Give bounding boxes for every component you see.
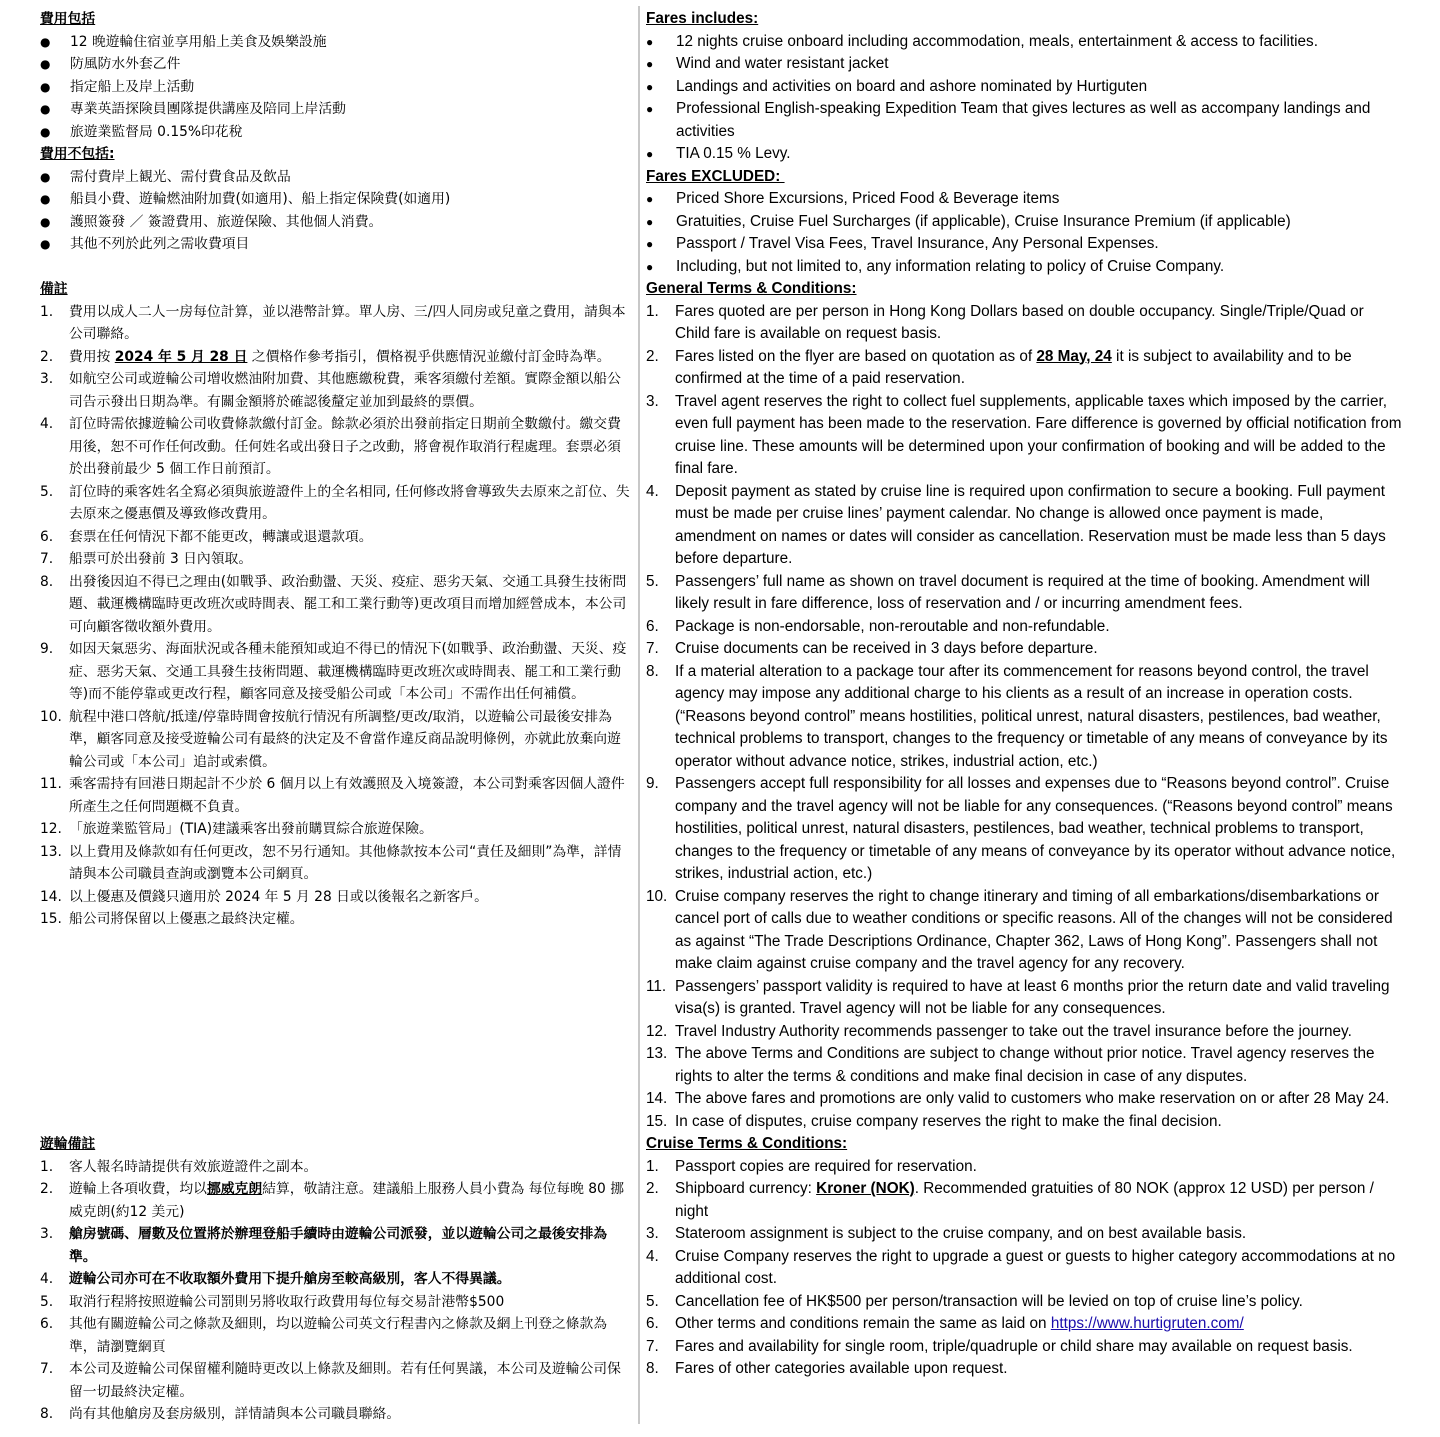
list-item: 3. 如航空公司或遊輪公司增收燃油附加費、其他應繳稅費，乘客須繳付差額。實際金額以船公司告示發出日期為準。有關金額將於確認後釐定並加到最終的票價。 bbox=[40, 371, 621, 410]
list-item: ● 船員小費、遊輪燃油附加費(如適用)、船上指定保険費(如適用) bbox=[40, 188, 632, 211]
list-item: ● 12 晚遊輪住宿並享用船上美食及娛樂設施 bbox=[40, 31, 632, 54]
list-item: 1. Passport copies are required for reservation. bbox=[646, 1157, 977, 1175]
list-item: ● 其他不列於此列之需收費項目 bbox=[40, 233, 632, 256]
list-item: 13. 以上費用及條款如有任何更改，恕不另行通知。其他條款按本公司“責任及細則”為準，詳情請與本公司職員查詢或瀏覽本公司網頁。 bbox=[40, 843, 622, 882]
list-item: 7. Cruise documents can be received in 3 days before departure. bbox=[646, 640, 1098, 657]
list-item: 4. 訂位時需依據遊輪公司收費條款繳付訂金。餘款必須於出發前指定日期前全數繳付。繳交費用後，恕不可作任何改動。任何姓名或出發日子之改動，將會視作取消行程處理。套票必須於出發前最少 5 個工作日前預訂。 bbox=[40, 416, 621, 477]
list-item: 7. 本公司及遊輪公司保留權利隨時更改以上條款及細則。若有任何異議，本公司及遊輪公司保留一切最終決定權。 bbox=[40, 1361, 621, 1400]
list-item: 15. 船公司將保留以上優惠之最終決定權。 bbox=[40, 911, 304, 927]
list-item: 1. 費用以成人二人一房每位計算，並以港幣計算。單人房、三/四人同房或兒童之費用，請與本公司聯絡。 bbox=[40, 303, 626, 342]
list-item: 8. Fares of other categories available upon request. bbox=[646, 1360, 1008, 1377]
list-item: 10. 航程中港口啓航/抵達/停靠時間會按航行情況有所調整/更改/取消，以遊輪公司最後安排為準，顧客同意及接受遊輪公司有最終的決定及不會當作違反商品說明條例，亦就此放棄向遊輪公司或「本公司」追討或索償。 bbox=[40, 708, 621, 770]
cruise-heading-zh: 遊輪備註 bbox=[40, 1136, 96, 1152]
list-item: 10. Cruise company reserves the right to change itinerary and timing of all embarkations/disembarkations or cancel port of calls due to weather conditions or specific reasons. All of the changes will not be considered as against “The Trade Descriptions Ordinance, Chapter 362, Laws of Hong Kong”. Passengers shall not make claim against cruise company and the travel agency for any recovery. bbox=[646, 887, 1393, 972]
list-item: ● Priced Shore Excursions, Priced Food & Beverage items bbox=[646, 188, 1402, 211]
list-item: ● 需付費岸上観光、需付費食品及飲品 bbox=[40, 166, 632, 189]
notes-list-zh bbox=[40, 301, 632, 931]
includes-heading-en: Fares includes: bbox=[646, 10, 759, 27]
list-item: 13. The above Terms and Conditions are subject to change without prior notice. Travel agency reserves the rights to alter the terms & conditions and make final decision in case of any disputes. bbox=[646, 1045, 1375, 1085]
list-item: 14. The above fares and promotions are only valid to customers who make reservation on or after 28 May 24. bbox=[646, 1090, 1390, 1107]
list-item: 7. 船票可於出發前 3 日內領取。 bbox=[40, 551, 253, 567]
list-item: ● 防風防水外套乙件 bbox=[40, 53, 632, 76]
general-heading-en: General Terms & Conditions: bbox=[646, 280, 857, 297]
list-item: 4. Deposit payment as stated by cruise line is required upon confirmation to secure a booking. Full payment must be made per cruise lines’ payment calendar. No change is allowed once payment is made, amendment on names or dates will consider as cancellation. Reservation must be made less than 5 days before departure. bbox=[646, 482, 1386, 567]
list-item: 6. 套票在任何情況下都不能更改，轉讓或退還款項。 bbox=[40, 528, 373, 545]
list-item: 5. 取消行程將按照遊輪公司罰則另將收取行政費用每位每交易計港幣$500 bbox=[40, 1293, 505, 1310]
list-item: 6. Other terms and conditions remain the same as laid on https://www.hurtigruten.com/ bbox=[646, 1315, 1244, 1332]
currency-highlight: Kroner (NOK) bbox=[816, 1180, 915, 1197]
chinese-cruise-notes bbox=[40, 1133, 632, 1426]
notes-heading-zh: 備註 bbox=[40, 281, 68, 297]
list-item: 1. Fares quoted are per person in Hong Kong Dollars based on double occupancy. Single/Triple/Quad or Child fare is available on request basis. bbox=[646, 302, 1364, 342]
list-item: ● 專業英語探険員團隊提供講座及陪同上岸活動 bbox=[40, 98, 632, 121]
list-item: ● 指定船上及岸上活動 bbox=[40, 76, 632, 99]
list-item: ● Wind and water resistant jacket bbox=[646, 53, 1402, 76]
list-item: 1. 客人報名時請提供有效旅遊證件之副本。 bbox=[40, 1158, 318, 1175]
list-item: ● TIA 0.15 % Levy. bbox=[646, 143, 1402, 166]
list-item: 12. Travel Industry Authority recommends passenger to take out the travel insurance before the journey. bbox=[646, 1022, 1352, 1040]
cruise-heading-en: Cruise Terms & Conditions: bbox=[646, 1135, 848, 1152]
list-item: 4. Cruise Company reserves the right to upgrade a guest or guests to higher category accommodations at no additional cost. bbox=[646, 1247, 1396, 1287]
list-item: 11. 乘客需持有回港日期起計不少於 6 個月以上有效護照及入境簽證，本公司對乘客因個人證件所產生之任何問題概不負責。 bbox=[40, 776, 625, 815]
includes-list-en bbox=[646, 31, 1402, 166]
currency-highlight: 挪威克朗 bbox=[206, 1181, 263, 1197]
excluded-heading-en: Fares EXCLUDED: bbox=[646, 167, 785, 185]
list-item: 4. 遊輪公司亦可在不收取額外費用下提升艙房至較高級別，客人不得異議。 bbox=[40, 1271, 511, 1287]
list-item: 8. If a material alteration to a package tour after its commencement for reasons beyond control, the travel agency may impose any additional charge to his clients as a result of an increase in operation costs. (“Reasons beyond control” means hostilities, political unrest, natural disasters, pestilences, bad weather, technical problems to transport, changes to the frequency or timetable of any means of conveyance by its operator without advance notice, strikes, industrial action, etc.) bbox=[646, 662, 1388, 770]
list-item: 14. 以上優惠及價錢只適用於 2024 年 5 月 28 日或以後報名之新客戶。 bbox=[40, 888, 488, 905]
list-item: 8. 尚有其他艙房及套房級別，詳情請與本公司職員聯絡。 bbox=[40, 1406, 401, 1422]
column-divider bbox=[638, 6, 640, 1424]
list-item: ● Professional English-speaking Expedition Team that gives lectures as well as accompany landings and activities bbox=[646, 98, 1402, 143]
list-item: 2. 遊輪上各項收費，均以挪威克朗結算，敬請注意。建議船上服務人員小費為 每位每晚 80 挪威克朗(約12 美元) bbox=[40, 1181, 624, 1220]
list-item: 12. 「旅遊業監管局」(TIA)建議乘客出發前購買綜合旅遊保險。 bbox=[40, 821, 433, 837]
list-item: 9. Passengers accept full responsibility for all losses and expenses due to “Reasons beyond control”. Cruise company and the travel agency will not be liable for any consequences. (“Reasons beyond control” means hostilities, political unrest, natural disasters, pestilences, bad weather, technical problems to transport, changes to the frequency or timetable of any means of conveyance by its operator without advance notice, strikes, industrial action, etc.) bbox=[646, 775, 1396, 882]
list-item: 7. Fares and availability for single room, triple/quadruple or child share may available on request basis. bbox=[646, 1337, 1353, 1355]
hurtigruten-website-link[interactable]: https://www.hurtigruten.com/ bbox=[1050, 1315, 1244, 1332]
list-item: 2. Fares listed on the flyer are based on quotation as of 28 May, 24 it is subject to availability and to be confirmed at the time of a paid reservation. bbox=[646, 347, 1352, 387]
cruise-list-zh bbox=[40, 1156, 632, 1426]
chinese-terms-column bbox=[40, 8, 632, 931]
list-item: 2. Shipboard currency: Kroner (NOK). Recommended gratuities of 80 NOK (approx 12 USD) per person / night bbox=[646, 1180, 1374, 1220]
list-item: 6. 其他有關遊輪公司之條款及細則，均以遊輪公司英文行程書內之條款及網上刊登之條款為準，請瀏覽網頁 bbox=[40, 1316, 608, 1355]
list-item: 5. 訂位時的乘客姓名全寫必須與旅遊證件上的全名相同, 任何修改將會導致失去原來之訂位、失去原來之優惠價及導致修改費用。 bbox=[40, 483, 630, 522]
includes-heading-zh: 費用包括 bbox=[40, 11, 96, 27]
date-highlight: 2024 年 5 月 28 日 bbox=[114, 348, 248, 365]
list-item: 11. Passengers’ passport validity is required to have at least 6 months prior the return date and valid traveling visa(s) is granted. Travel agency will not be liable for any consequences. bbox=[646, 977, 1390, 1017]
list-item: ● Landings and activities on board and ashore nominated by Hurtiguten bbox=[646, 76, 1402, 99]
list-item: 3. Travel agent reserves the right to collect fuel supplements, applicable taxes which imposed by the carrier, even full payment has been made to the reservation. Fare difference is governed by official notification from cruise line. These amounts will be determined upon your confirmation of booking and will be added to the final fare. bbox=[646, 392, 1402, 477]
list-item: ● 旅遊業監督局 0.15%印花稅 bbox=[40, 121, 632, 144]
excludes-list-zh bbox=[40, 166, 632, 256]
includes-list-zh bbox=[40, 31, 632, 144]
cruise-list-en bbox=[646, 1156, 1402, 1381]
list-item: ● Gratuities, Cruise Fuel Surcharges (if applicable), Cruise Insurance Premium (if applicable) bbox=[646, 211, 1402, 234]
date-highlight: 28 May, 24 bbox=[1036, 347, 1112, 365]
list-item: 3. 艙房號碼、層數及位置將於辦理登船手續時由遊輪公司派發，並以遊輪公司之最後安排為準。 bbox=[40, 1226, 608, 1265]
list-item: ● Including, but not limited to, any information relating to policy of Cruise Company. bbox=[646, 256, 1402, 279]
english-terms-column bbox=[646, 8, 1402, 1381]
excluded-list-en bbox=[646, 188, 1402, 278]
list-item: 2. 費用按 2024 年 5 月 28 日 之價格作參考指引，價格視乎供應情況並繳付訂金時為準。 bbox=[40, 348, 611, 365]
list-item: 5. Passengers’ full name as shown on travel document is required at the time of booking. Amendment will likely result in fare difference, loss of reservation and / or incurring amendment fees. bbox=[646, 572, 1370, 612]
general-list-en bbox=[646, 301, 1402, 1134]
excludes-heading-zh: 費用不包括: bbox=[40, 146, 115, 162]
list-item: ● Passport / Travel Visa Fees, Travel Insurance, Any Personal Expenses. bbox=[646, 233, 1402, 256]
list-item: 6. Package is non-endorsable, non-reroutable and non-refundable. bbox=[646, 617, 1110, 635]
list-item: 8. 出發後因迫不得已之理由(如戰爭、政治動盪、天災、疫症、惡劣天氣、交通工具發生技術問題、載運機構臨時更改班次或時間表、罷工和工業行動等)更改項目而增加經營成本，本公司可向顧客徵收額外費用。 bbox=[40, 573, 627, 635]
list-item: ● 護照簽發 ／ 簽證費用、旅遊保險、其他個人消費。 bbox=[40, 211, 632, 234]
list-item: 3. Stateroom assignment is subject to the cruise company, and on best available basis. bbox=[646, 1225, 1247, 1242]
list-item: 5. Cancellation fee of HK$500 per person/transaction will be levied on top of cruise line’s policy. bbox=[646, 1292, 1303, 1310]
list-item: 9. 如因天氣惡劣、海面狀況或各種未能預知或迫不得已的情況下(如戰爭、政治動盪、天災、疫症、惡劣天氣、交通工具發生技術問題、載運機構臨時更改班次或時間表、罷工和工業行動等)而不能停靠或更改行程，顧客同意及接受船公司或「本公司」不需作出任何補償。 bbox=[40, 641, 627, 702]
list-item: ● 12 nights cruise onboard including accommodation, meals, entertainment & access to facilities. bbox=[646, 31, 1402, 54]
list-item: 15. In case of disputes, cruise company reserves the right to make the final decision. bbox=[646, 1112, 1222, 1130]
